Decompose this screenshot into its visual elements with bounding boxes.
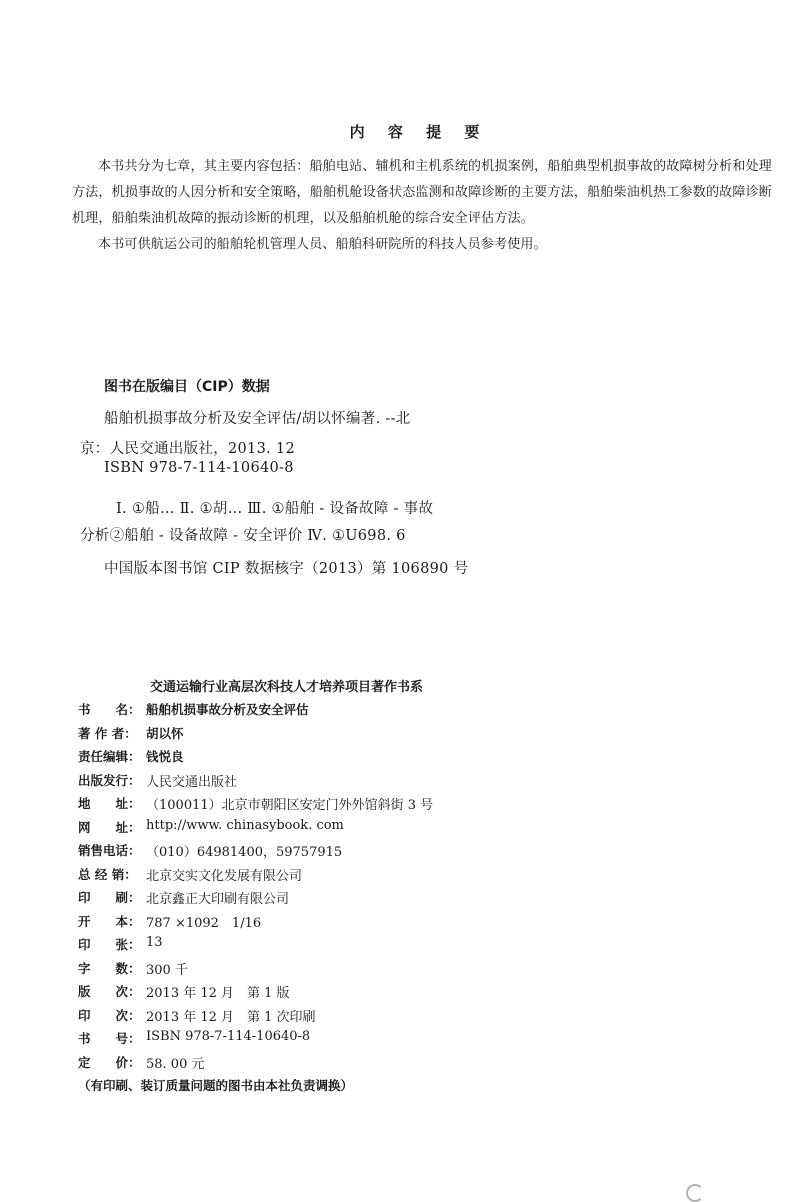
colophon-value: 2013 年 12 月 第 1 版 [146,986,290,1001]
scan-mark-icon [686,1184,704,1202]
colophon-label: 印 张： [78,937,141,952]
colophon-value: 船舶机损事故分析及安全评估 [146,702,309,717]
colophon-value: 北京鑫正大印刷有限公司 [146,892,290,907]
series-title: 交通运输行业高层次科技人才培养项目著作书系 [150,680,424,695]
cip-heading: 图书在版编目（CIP）数据 [104,379,270,395]
colophon-value: 人民交通出版社 [146,774,238,790]
colophon-value: 北京交实文化发展有限公司 [146,868,303,884]
colophon-label: 定 价： [78,1054,141,1070]
colophon-label: 著 作 者： [78,725,137,741]
summary-paragraph: 本书可供航运公司的船舶轮机管理人员、船舶科研院所的科技人员参考使用。 [98,237,547,252]
cip-isbn-line: ISBN 978-7-114-10640-8 [104,460,294,476]
summary-paragraph: 本书共分为七章，其主要内容包括：船舶电站、辅机和主机系统的机损案例，船舶典型机损事故的故障树分析和处理方法，机损事故的人因分析和安全策略，船舶机舱设备状态监测和故障诊断的主要方法，船舶柴油机热工参数的故障诊断机理，船舶柴油机故障的振动诊断的机理，以及船舶机舱的综合安全评估方法。 [72,159,772,226]
cip-classification-line: Ⅰ. ①船… Ⅱ. ①胡… Ⅲ. ①船舶 - 设备故障 - 事故 [116,501,434,517]
colophon-value: （100011）北京市朝阳区安定门外外馆斜街 3 号 [146,798,434,813]
colophon-value: 胡以怀 [146,725,184,741]
colophon-label: 版 次： [78,984,141,999]
colophon-label: 字 数： [78,960,141,976]
colophon-label: 印 次： [78,1007,141,1023]
cip-classification-line: 分析②船舶 - 设备故障 - 安全评价 Ⅳ. ①U698. 6 [80,528,406,544]
colophon-value: 300 千 [146,962,188,978]
colophon-label: 印 刷： [78,890,141,905]
colophon-value: 13 [146,935,163,950]
colophon-label: 开 本： [78,913,141,929]
colophon-value: 787 ×1092 1/16 [146,915,262,931]
summary-title: 内 容 提 要 [349,123,489,141]
quality-note: （有印刷、装订质量问题的图书由本社负责调换） [78,1078,354,1093]
colophon-value: （010）64981400，59757915 [146,845,343,860]
colophon-value: 钱悦良 [146,749,184,764]
colophon-value: ISBN 978-7-114-10640-8 [146,1029,311,1044]
colophon-value: 2013 年 12 月 第 1 次印刷 [146,1009,316,1025]
colophon-label: 书 号： [78,1031,141,1046]
colophon-value: 58. 00 元 [146,1056,205,1072]
colophon-label: 总 经 销： [78,866,137,882]
cip-record-number: 中国版本图书馆 CIP 数据核字（2013）第 106890 号 [104,561,469,577]
colophon-label: 销售电话： [78,843,141,858]
colophon-value: http://www. chinasybook. com [146,817,344,833]
colophon-label: 地 址： [78,796,141,811]
cip-publisher-line: 京：人民交通出版社，2013. 12 [80,441,295,457]
colophon-label: 网 址： [78,819,141,835]
colophon-label: 出版发行： [78,772,141,788]
cip-title-line: 船舶机损事故分析及安全评估/胡以怀编著. --北 [104,411,411,427]
colophon-label: 责任编辑： [78,749,141,764]
colophon-label: 书 名： [78,702,141,717]
